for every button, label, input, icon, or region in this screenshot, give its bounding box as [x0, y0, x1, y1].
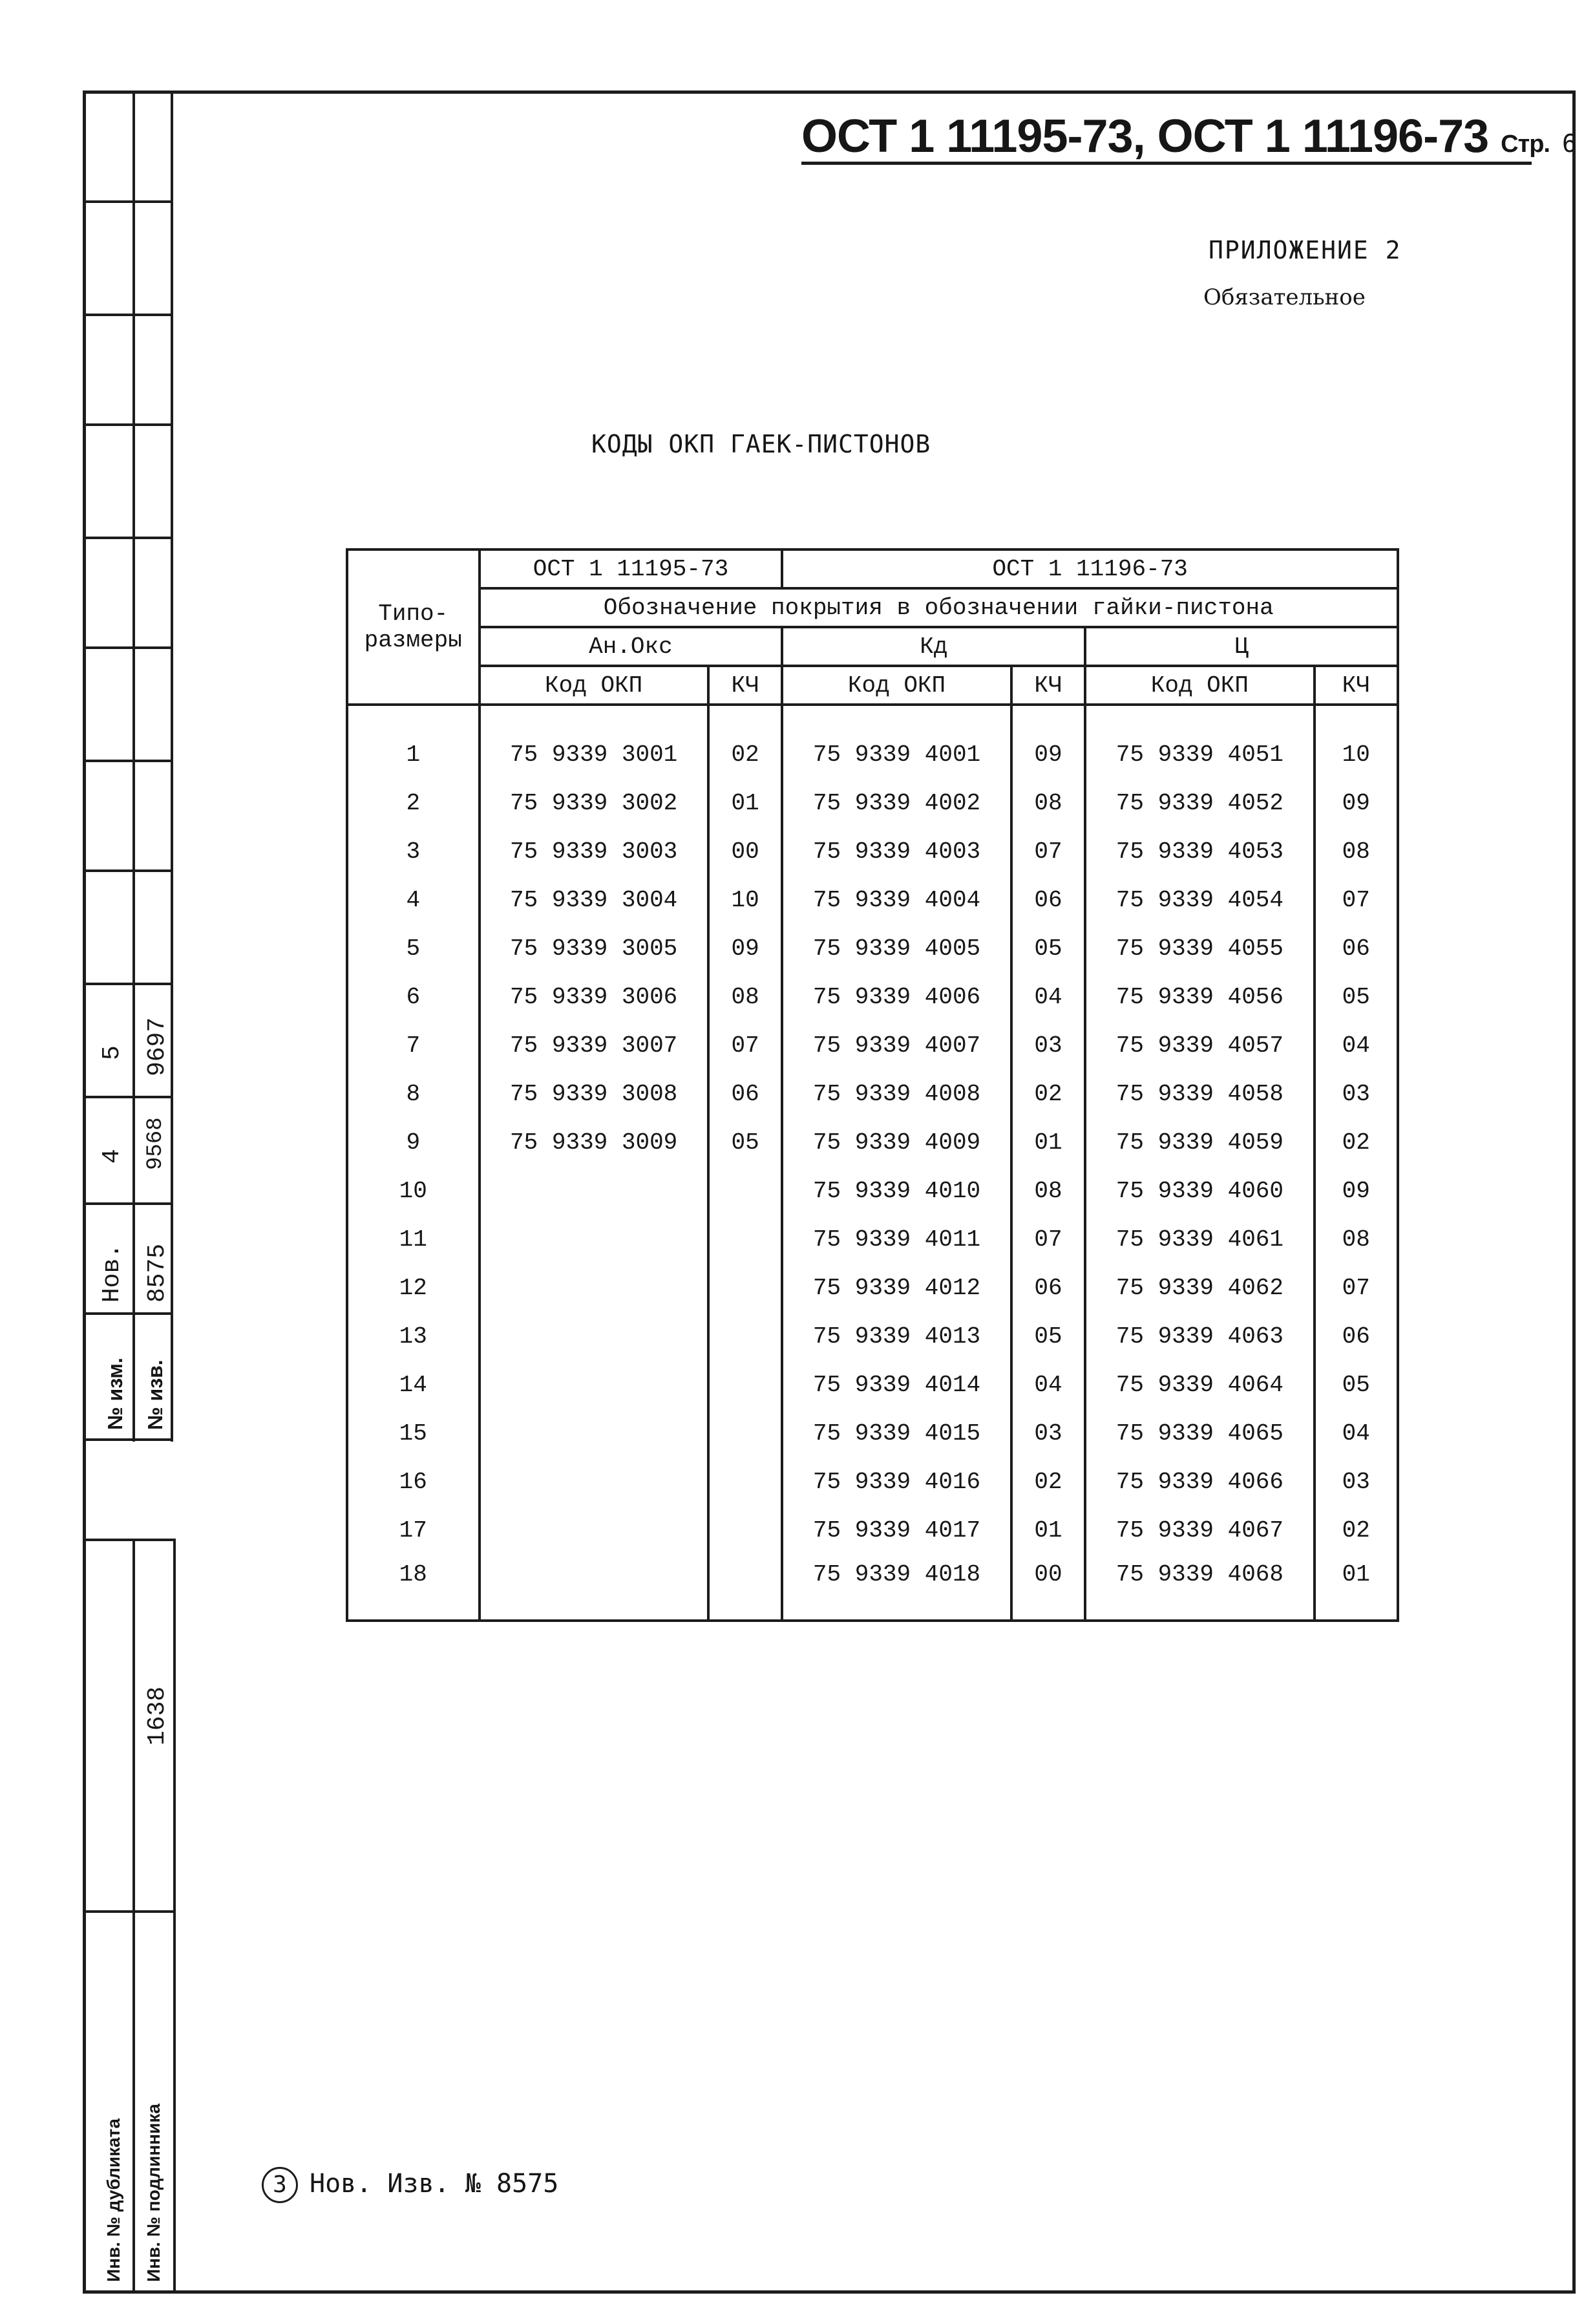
okp-code-cell: [480, 1409, 708, 1458]
dup-number: 1638: [143, 1686, 171, 1745]
table-row: [347, 973, 1398, 1021]
size-cell: 10: [347, 1167, 480, 1215]
code-header: Код ОКП: [782, 666, 1011, 705]
okp-code-cell: 75 9339 4001: [782, 730, 1011, 779]
standard-2-header: ОСТ 1 11196-73: [782, 549, 1398, 588]
okp-code-cell: 75 9339 3001: [480, 730, 708, 779]
kch-cell: [708, 1409, 783, 1458]
table-row: [347, 876, 1398, 924]
kch-cell: [708, 1555, 783, 1621]
size-cell: 13: [347, 1312, 480, 1361]
side-stamp-divider: [132, 91, 135, 1442]
size-cell: 6: [347, 973, 480, 1021]
kch-cell: 06: [1315, 1312, 1398, 1361]
code-header: Код ОКП: [1085, 666, 1314, 705]
kch-cell: 01: [1315, 1555, 1398, 1621]
size-cell: 2: [347, 779, 480, 827]
okp-code-cell: 75 9339 4057: [1085, 1021, 1314, 1070]
kch-cell: 02: [1011, 1070, 1086, 1118]
kch-cell: 00: [1011, 1555, 1086, 1621]
kch-cell: 06: [1011, 1264, 1086, 1312]
stamp-line: [83, 1910, 173, 1913]
table-row: [347, 1264, 1398, 1312]
okp-code-cell: [480, 1458, 708, 1506]
coating-ts: Ц: [1085, 627, 1398, 666]
kch-cell: 04: [1011, 973, 1086, 1021]
title-underline: [801, 162, 1532, 165]
appendix-status: Обязательное: [1203, 284, 1366, 310]
code-header: Код ОКП: [480, 666, 708, 705]
size-cell: 4: [347, 876, 480, 924]
inv-dup-label: Инв. № дубликата: [103, 2118, 123, 2282]
izm-label: № изм.: [103, 1358, 127, 1430]
kch-cell: 06: [708, 1070, 783, 1118]
stamp-line: [83, 869, 173, 872]
coating-header: Обозначение покрытия в обозначении гайки-пистона: [480, 588, 1398, 627]
col-nov: Нов.: [98, 1243, 126, 1303]
okp-code-cell: 75 9339 3008: [480, 1070, 708, 1118]
size-cell: 5: [347, 924, 480, 973]
kch-cell: 09: [1011, 730, 1086, 779]
okp-code-cell: 75 9339 4064: [1085, 1361, 1314, 1409]
table-row: [347, 1506, 1398, 1555]
kch-cell: 08: [1315, 1215, 1398, 1264]
size-cell: 7: [347, 1021, 480, 1070]
table-row: [347, 1118, 1398, 1167]
stamp-line: [83, 1202, 173, 1205]
okp-code-cell: 75 9339 4065: [1085, 1409, 1314, 1458]
revision-text: Нов. Изв. № 8575: [310, 2169, 559, 2199]
col-4-value: 9568: [143, 1117, 168, 1170]
okp-code-cell: 75 9339 4005: [782, 924, 1011, 973]
kch-cell: 00: [708, 827, 783, 876]
okp-code-cell: 75 9339 4008: [782, 1070, 1011, 1118]
table-row: [347, 779, 1398, 827]
table-title: КОДЫ ОКП ГАЕК-ПИСТОНОВ: [591, 430, 931, 458]
okp-code-cell: 75 9339 4013: [782, 1312, 1011, 1361]
size-cell: 9: [347, 1118, 480, 1167]
kch-cell: 10: [708, 876, 783, 924]
kch-cell: 05: [1315, 1361, 1398, 1409]
kch-header: КЧ: [1011, 666, 1086, 705]
stamp-line: [83, 1312, 173, 1315]
kch-cell: 02: [708, 730, 783, 779]
table-row: [347, 1312, 1398, 1361]
appendix-label: ПРИЛОЖЕНИЕ 2: [1209, 236, 1402, 264]
size-cell: 18: [347, 1555, 480, 1621]
kch-cell: 02: [1011, 1458, 1086, 1506]
kch-cell: 06: [1315, 924, 1398, 973]
okp-code-cell: 75 9339 3005: [480, 924, 708, 973]
stamp-line: [83, 760, 173, 762]
table-row: [347, 1070, 1398, 1118]
table-body: [347, 705, 1398, 1621]
kch-cell: 07: [1315, 1264, 1398, 1312]
kch-cell: 08: [1011, 779, 1086, 827]
kch-cell: 07: [708, 1021, 783, 1070]
size-cell: 15: [347, 1409, 480, 1458]
kch-cell: 07: [1011, 1215, 1086, 1264]
kch-cell: 09: [1315, 1167, 1398, 1215]
size-header: Типо- размеры: [347, 549, 480, 705]
kch-cell: 04: [1315, 1409, 1398, 1458]
okp-code-cell: 75 9339 4054: [1085, 876, 1314, 924]
kch-header: КЧ: [708, 666, 783, 705]
table-row: [347, 1021, 1398, 1070]
stamp-divider-lower: [132, 1539, 135, 2294]
size-cell: 16: [347, 1458, 480, 1506]
okp-code-cell: 75 9339 4062: [1085, 1264, 1314, 1312]
kch-cell: 09: [1315, 779, 1398, 827]
okp-code-cell: 75 9339 4006: [782, 973, 1011, 1021]
okp-code-cell: 75 9339 4009: [782, 1118, 1011, 1167]
kch-cell: 10: [1315, 730, 1398, 779]
kch-cell: 05: [708, 1118, 783, 1167]
okp-code-cell: 75 9339 4063: [1085, 1312, 1314, 1361]
coating-anoks: Ан.Окс: [480, 627, 783, 666]
kch-cell: [708, 1458, 783, 1506]
page-number: 6: [1562, 129, 1576, 158]
size-cell: 12: [347, 1264, 480, 1312]
kch-cell: [708, 1167, 783, 1215]
table-row: [347, 1167, 1398, 1215]
stamp-line: [83, 423, 173, 426]
document-title: [801, 110, 1576, 163]
kch-cell: 04: [1011, 1361, 1086, 1409]
okp-code-cell: 75 9339 4003: [782, 827, 1011, 876]
okp-code-cell: 75 9339 3003: [480, 827, 708, 876]
kch-cell: 04: [1315, 1021, 1398, 1070]
kch-cell: 07: [1011, 827, 1086, 876]
okp-code-cell: 75 9339 4011: [782, 1215, 1011, 1264]
col-nov-value: 8575: [143, 1243, 171, 1303]
kch-cell: 01: [1011, 1506, 1086, 1555]
inv-orig-label: Инв. № подлинника: [143, 2104, 164, 2282]
okp-code-cell: 75 9339 3009: [480, 1118, 708, 1167]
kch-cell: [708, 1215, 783, 1264]
kch-cell: 01: [708, 779, 783, 827]
kch-cell: 01: [1011, 1118, 1086, 1167]
okp-code-cell: 75 9339 4068: [1085, 1555, 1314, 1621]
okp-code-cell: 75 9339 4018: [782, 1555, 1011, 1621]
kch-cell: [708, 1506, 783, 1555]
okp-code-cell: [480, 1312, 708, 1361]
kch-cell: 06: [1011, 876, 1086, 924]
okp-code-cell: 75 9339 3002: [480, 779, 708, 827]
okp-code-cell: 75 9339 4066: [1085, 1458, 1314, 1506]
kch-cell: [708, 1312, 783, 1361]
okp-code-cell: 75 9339 4061: [1085, 1215, 1314, 1264]
stamp-divider-lower: [173, 1539, 176, 2294]
kch-cell: 03: [1315, 1070, 1398, 1118]
stamp-line: [83, 1539, 173, 1541]
okp-code-cell: 75 9339 4055: [1085, 924, 1314, 973]
okp-code-cell: 75 9339 3004: [480, 876, 708, 924]
kch-cell: 09: [708, 924, 783, 973]
standard-designation: ОСТ 1 11195-73, ОСТ 1 11196-73: [801, 111, 1489, 162]
kch-cell: 05: [1315, 973, 1398, 1021]
side-stamp-top: [83, 91, 173, 1442]
kch-cell: 08: [1011, 1167, 1086, 1215]
kch-cell: [708, 1264, 783, 1312]
table-row: [347, 1215, 1398, 1264]
table-row: [347, 730, 1398, 779]
kch-cell: 08: [708, 973, 783, 1021]
izv-label: № изв.: [143, 1359, 167, 1430]
kch-cell: 07: [1315, 876, 1398, 924]
okp-code-cell: 75 9339 4014: [782, 1361, 1011, 1409]
okp-code-cell: 75 9339 4004: [782, 876, 1011, 924]
okp-code-cell: 75 9339 4002: [782, 779, 1011, 827]
size-cell: 17: [347, 1506, 480, 1555]
okp-code-cell: [480, 1506, 708, 1555]
okp-code-cell: 75 9339 4058: [1085, 1070, 1314, 1118]
okp-code-cell: 75 9339 4052: [1085, 779, 1314, 827]
okp-code-cell: 75 9339 4053: [1085, 827, 1314, 876]
okp-code-cell: [480, 1264, 708, 1312]
stamp-line: [83, 314, 173, 316]
table-row: [347, 924, 1398, 973]
okp-code-cell: 75 9339 4060: [1085, 1167, 1314, 1215]
table-row: [347, 1555, 1398, 1621]
table-row: [347, 1458, 1398, 1506]
okp-code-cell: 75 9339 4017: [782, 1506, 1011, 1555]
okp-code-cell: 75 9339 4015: [782, 1409, 1011, 1458]
okp-code-cell: 75 9339 4059: [1085, 1118, 1314, 1167]
revision-note: [262, 2167, 558, 2203]
kch-cell: [708, 1361, 783, 1409]
okp-code-cell: 75 9339 4056: [1085, 973, 1314, 1021]
table-row: [347, 1409, 1398, 1458]
kch-header: КЧ: [1315, 666, 1398, 705]
stamp-line: [83, 983, 173, 985]
okp-code-cell: [480, 1555, 708, 1621]
kch-cell: 03: [1011, 1021, 1086, 1070]
stamp-line: [83, 200, 173, 203]
okp-code-cell: 75 9339 4012: [782, 1264, 1011, 1312]
revision-circle: 3: [262, 2167, 298, 2203]
kch-cell: 02: [1315, 1118, 1398, 1167]
okp-code-cell: [480, 1215, 708, 1264]
stamp-line: [83, 646, 173, 649]
col-4: 4: [98, 1149, 126, 1164]
col-5-value: 9697: [143, 1017, 171, 1076]
col-5: 5: [98, 1045, 126, 1060]
okp-code-cell: 75 9339 3007: [480, 1021, 708, 1070]
okp-code-cell: 75 9339 4067: [1085, 1506, 1314, 1555]
kch-cell: 03: [1011, 1409, 1086, 1458]
okp-code-cell: 75 9339 4007: [782, 1021, 1011, 1070]
kch-cell: 08: [1315, 827, 1398, 876]
kch-cell: 03: [1315, 1458, 1398, 1506]
okp-code-cell: 75 9339 4016: [782, 1458, 1011, 1506]
kch-cell: 05: [1011, 1312, 1086, 1361]
table-row: [347, 1361, 1398, 1409]
size-cell: 8: [347, 1070, 480, 1118]
size-cell: 11: [347, 1215, 480, 1264]
coating-kd: Кд: [782, 627, 1085, 666]
okp-code-cell: 75 9339 4051: [1085, 730, 1314, 779]
kch-cell: 05: [1011, 924, 1086, 973]
table-row: [347, 827, 1398, 876]
standard-1-header: ОСТ 1 11195-73: [480, 549, 783, 588]
stamp-line: [83, 1438, 173, 1441]
kch-cell: 02: [1315, 1506, 1398, 1555]
okp-code-cell: [480, 1167, 708, 1215]
size-cell: 1: [347, 730, 480, 779]
page-label: Стр.: [1501, 131, 1550, 158]
stamp-line: [83, 537, 173, 539]
okp-code-cell: 75 9339 3006: [480, 973, 708, 1021]
size-cell: 14: [347, 1361, 480, 1409]
size-cell: 3: [347, 827, 480, 876]
okp-code-cell: [480, 1361, 708, 1409]
okp-code-cell: 75 9339 4010: [782, 1167, 1011, 1215]
stamp-line: [83, 1096, 173, 1098]
okp-codes-table: [346, 548, 1399, 1622]
